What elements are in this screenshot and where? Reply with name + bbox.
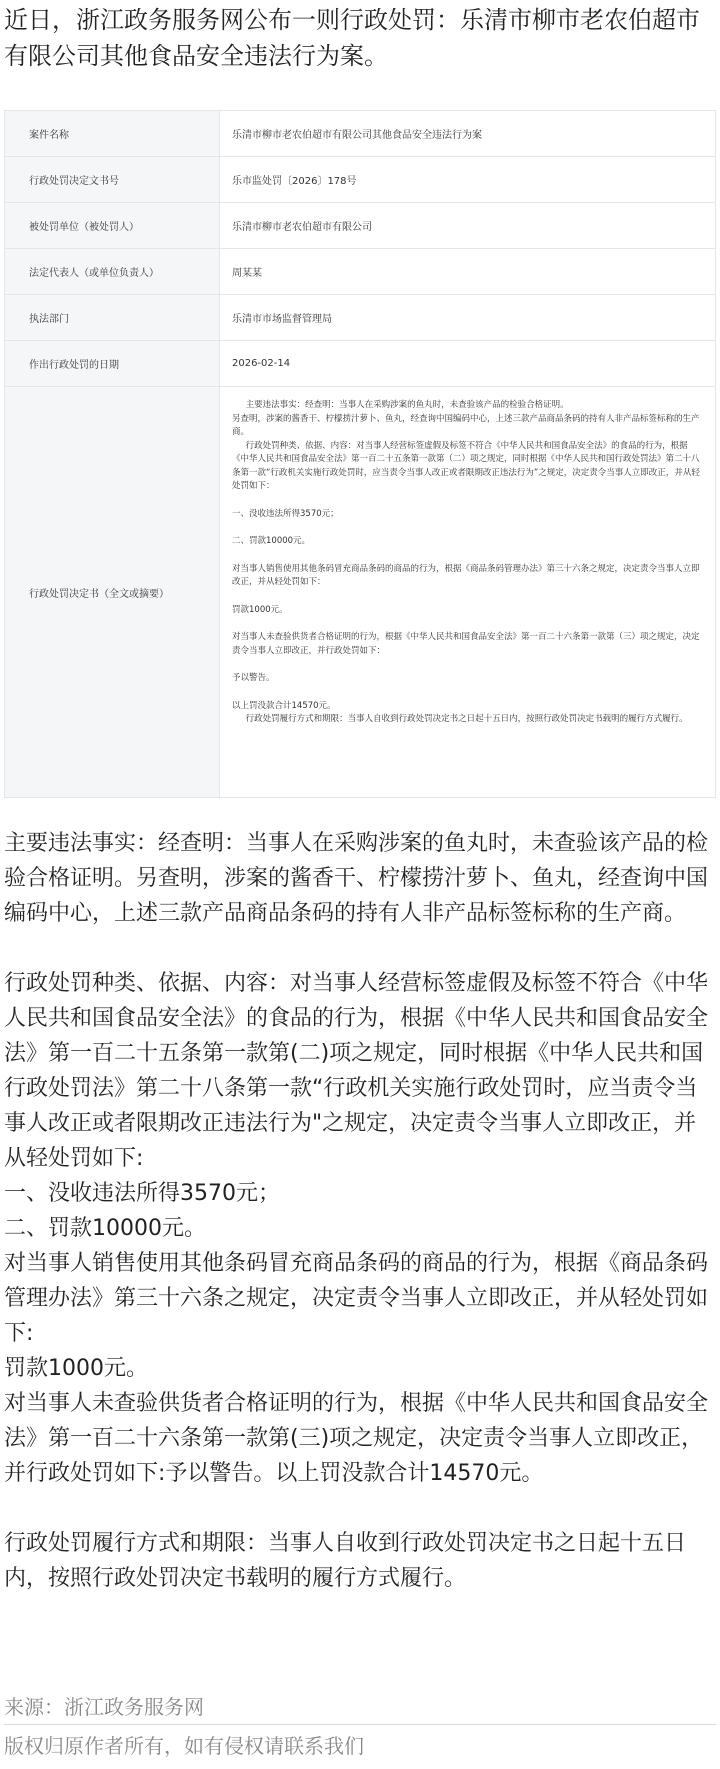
row-value: 乐清市市场监督管理局 bbox=[232, 314, 332, 325]
row-value: 2026-02-14 bbox=[232, 358, 291, 369]
row-value: 乐市监处罚〔2026〕178号 bbox=[232, 176, 357, 187]
intro-paragraph: 近日，浙江政务服务网公布一则行政处罚：乐清市柳市老农伯超市有限公司其他食品安全违法行为案。 bbox=[4, 6, 700, 70]
decision-line: 对当事人销售使用其他条码冒充商品条码的商品的行为，根据《商品条码管理办法》第三十六条之规定，决定责令当事人立即改正，并从轻处罚如下： bbox=[232, 563, 700, 587]
table-row-decision bbox=[5, 387, 715, 797]
article-footer bbox=[4, 1692, 716, 1761]
row-label: 行政处罚决定书（全文或摘要） bbox=[5, 387, 220, 797]
row-label: 案件名称 bbox=[5, 111, 220, 156]
row-value: 乐清市柳市老农伯超市有限公司 bbox=[232, 222, 372, 233]
decision-line: 予以警告。 bbox=[232, 673, 275, 683]
table-row-document-number bbox=[5, 157, 715, 203]
row-label: 执法部门 bbox=[5, 295, 220, 340]
row-value: 乐清市柳市老农伯超市有限公司其他食品安全违法行为案 bbox=[232, 130, 482, 141]
decision-text bbox=[220, 387, 715, 797]
table-row-penalty-date bbox=[5, 341, 715, 387]
source-text: 来源：浙江政务服务网 bbox=[4, 1695, 204, 1719]
body-paragraph: 一、没收违法所得3570元； bbox=[4, 1181, 280, 1206]
decision-line: 另查明，涉案的酱香干、柠檬捞汁萝卜、鱼丸，经查询中国编码中心，上述三款产品商品条码的持有人非产品标签标称的生产商。 bbox=[232, 413, 700, 437]
body-paragraph: 对当事人销售使用其他条码冒充商品条码的商品的行为，根据《商品条码管理办法》第三十六条之规定，决定责令当事人立即改正，并从轻处罚如下: bbox=[4, 1251, 709, 1346]
decision-line: 行政处罚种类、依据、内容：对当事人经营标签虚假及标签不符合《中华人民共和国食品安全法》的食品的行为，根据《中华人民共和国食品安全法》第一百二十五条第一款第（二）项之规定，同时根据《中华人民共和国行政处罚法》第二十八条第一款“行政机关实施行政处罚时，应当责令当事人改正或者限期改正违法行为”之规定，决定责令当事人立即改正，并从轻处罚如下： bbox=[232, 440, 700, 491]
copyright-text: 版权归原作者所有，如有侵权请联系我们 bbox=[4, 1734, 364, 1758]
table-row-legal-representative bbox=[5, 249, 715, 295]
row-value: 周某某 bbox=[232, 268, 262, 279]
decision-line: 对当事人未查验供货者合格证明的行为，根据《中华人民共和国食品安全法》第一百二十六条第一款第（三）项之规定，决定责令当事人立即改正，并行政处罚如下： bbox=[232, 632, 700, 656]
row-label: 作出行政处罚的日期 bbox=[5, 341, 220, 386]
body-paragraph: 罚款1000元。 bbox=[4, 1356, 148, 1381]
row-label: 被处罚单位（被处罚人） bbox=[5, 203, 220, 248]
decision-line: 罚款1000元。 bbox=[232, 604, 288, 615]
decision-line: 行政处罚履行方式和期限：当事人自收到行政处罚决定书之日起十五日内，按照行政处罚决定书载明的履行方式履行。 bbox=[245, 714, 688, 724]
table-row-case-name bbox=[5, 111, 715, 157]
article-body bbox=[4, 826, 716, 1596]
table-row-penalized-party bbox=[5, 203, 715, 249]
body-paragraph: 二、罚款10000元。 bbox=[4, 1216, 206, 1241]
penalty-info-table bbox=[4, 110, 716, 798]
body-paragraph: 主要违法事实：经查明：当事人在采购涉案的鱼丸时，未查验该产品的检验合格证明。另查明，涉案的酱香干、柠檬捞汁萝卜、鱼丸，经查询中国编码中心，上述三款产品商品条码的持有人非产品标签标称的生产商。 bbox=[4, 831, 709, 926]
decision-line: 二、罚款10000元。 bbox=[232, 536, 311, 546]
body-paragraph: 行政处罚履行方式和期限：当事人自收到行政处罚决定书之日起十五日内，按照行政处罚决定书载明的履行方式履行。 bbox=[4, 1531, 687, 1591]
footer-divider bbox=[4, 1724, 716, 1725]
decision-line: 主要违法事实：经查明：当事人在采购涉案的鱼丸时，未查验该产品的检验合格证明。 bbox=[245, 400, 569, 410]
decision-line: 一、没收违法所得3570元； bbox=[232, 508, 339, 519]
body-paragraph: 对当事人未查验供货者合格证明的行为，根据《中华人民共和国食品安全法》第一百二十六条第一款第(三)项之规定，决定责令当事人立即改正，并行政处罚如下:予以警告。以上罚没款合计14570元。 bbox=[4, 1391, 709, 1486]
body-paragraph: 行政处罚种类、依据、内容：对当事人经营标签虚假及标签不符合《中华人民共和国食品安全法》的食品的行为，根据《中华人民共和国食品安全法》第一百二十五条第一款第(二)项之规定，同时根据《中华人民共和国行政处罚法》第二十八条第一款“行政机关实施行政处罚时，应当责令当事人改正或者限期改正违法行为"之规定，决定责令当事人立即改正，并从轻处罚如下: bbox=[4, 971, 709, 1171]
table-row-enforcement-department bbox=[5, 295, 715, 341]
row-label: 行政处罚决定文书号 bbox=[5, 157, 220, 202]
row-label: 法定代表人（或单位负责人） bbox=[5, 249, 220, 294]
decision-line: 以上罚没款合计14570元。 bbox=[232, 700, 336, 711]
